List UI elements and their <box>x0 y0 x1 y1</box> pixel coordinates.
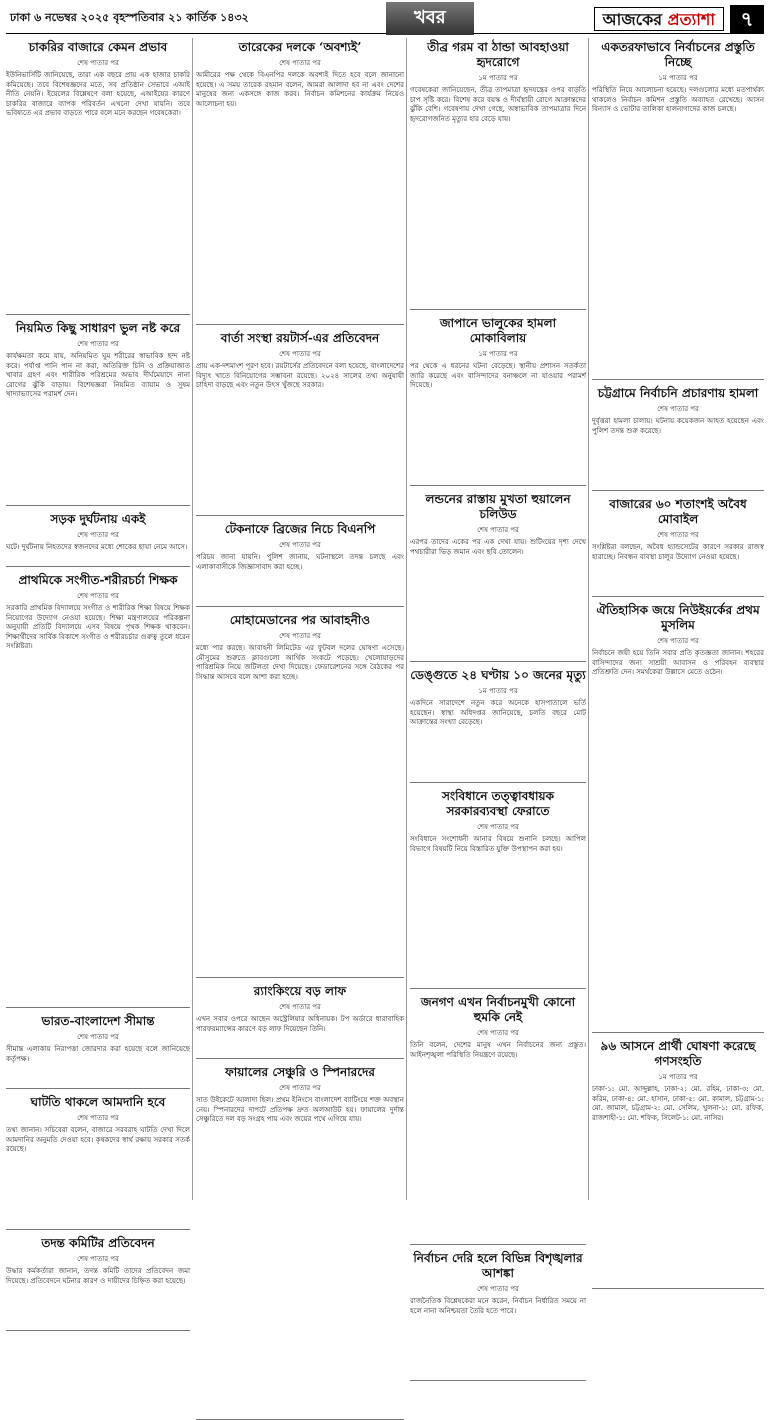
column-4 <box>592 38 764 1200</box>
article-body: এখন সবার ওপরে আছেন অস্ট্রেলিয়ার অধিনায়ক। টপ অর্ডারে ধারাবাহিক পারফরম্যান্সের কারণে বড় লাফ দিয়েছেন তিনি। <box>196 1015 404 1033</box>
article-body: ঢাকা-১: মো. আব্দুল্লাহ, ঢাকা-২: মো. রহিম, ঢাকা-৩: মো. করিম, ঢাকা-৪: মো. হাসান, ঢাকা-৫: মো. কামাল, চট্টগ্রাম-১: মো. জামাল, চট্টগ্রাম-২: মো. সেলিম, খুলনা-১: মো. রফিক, রাজশাহী-১: মো. শফিক, সিলেট-১: মো. নাসির। <box>592 1085 764 1122</box>
article-continuation: শেষ পাতার পর <box>279 350 321 358</box>
article-headline: তদন্ত কমিটির প্রতিবেদন <box>41 1236 155 1250</box>
article-continuation: ১ম পাতার পর <box>478 350 518 358</box>
column-divider <box>588 38 589 1200</box>
article-body: রাজনৈতিক বিশ্লেষকেরা মনে করেন, নির্বাচন নির্ধারিত সময়ে না হলে নানা অনিশ্চয়তা তৈরি হতে পারে। <box>410 1297 586 1315</box>
article-continuation: শেষ পাতার পর <box>279 1084 321 1092</box>
article-separator <box>6 1007 190 1008</box>
article-headline: ভারত-বাংলাদেশ সীমান্ত <box>41 1014 155 1028</box>
article-body: সীমান্ত এলাকায় নিরাপত্তা জোরদার করা হয়েছে বলে জানিয়েছে কর্তৃপক্ষ। <box>6 1045 190 1063</box>
article-separator <box>6 1330 190 1331</box>
article-headline: সংবিধানে তত্ত্বাবধায়ক সরকারব্যবস্থা ফেরাতে <box>442 789 554 818</box>
article-body: সংবিধানে সংশোধনী আনার বিষয়ে শুনানি চলছে। আপিল বিভাগে বিষয়টি নিয়ে বিস্তারিত যুক্তি উপস্থাপন করা হয়। <box>410 835 586 853</box>
article-separator <box>410 1244 586 1245</box>
article-continuation: শেষ পাতার পর <box>77 1114 119 1122</box>
article <box>6 512 190 567</box>
article-separator <box>410 661 586 662</box>
article-headline: ফায়ালের সেঞ্চুরি ও স্পিনারদের <box>224 1065 375 1079</box>
article-continuation: শেষ পাতার পর <box>279 59 321 67</box>
article-body: পর থেকে এ ধরনের ঘটনা বেড়েছে। স্থানীয় প্রশাসন সতর্কতা জারি করেছে এবং বাসিন্দাদের বনাঞ্চলে না যাওয়ার পরামর্শ দিয়েছে। <box>410 362 586 389</box>
article-headline: মোহামেডানের পর আবাহনীও <box>229 613 371 627</box>
article-body: মধ্যে পার করছে। আবাহনী লিমিটেড এর ফুটবল দলের ঘোষণা এসেছে। মৌসুমের শুরুতে ক্লাবগুলো আর্থিক সংকটে পড়েছে। খেলোয়াড়দের পারিশ্রমিক নিয়ে জটিলতা দেখা দিয়েছে। ফেডারেশনের সঙ্গে বৈঠকের পর সিদ্ধান্ত আসবে বলে আশা করা হচ্ছে। <box>196 644 404 681</box>
newspaper-logo: আজকের প্রত্যাশা <box>594 7 724 31</box>
article-body: তিনি বলেন, দেশের মানুষ এখন নির্বাচনের জন্য প্রস্তুত। আইনশৃঙ্খলা পরিস্থিতি নিয়ন্ত্রণে রয়েছে। <box>410 1041 586 1059</box>
article-separator <box>592 379 764 380</box>
column-3 <box>410 38 586 1315</box>
article-continuation: শেষ পাতার পর <box>657 531 699 539</box>
article <box>196 522 404 607</box>
article-headline: চট্টগ্রামে নির্বাচনি প্রচারণায় হামলা <box>597 386 759 400</box>
article <box>592 1039 764 1289</box>
article-separator <box>6 314 190 315</box>
article-body: নির্বাচনে জয়ী হয়ে তিনি সবার প্রতি কৃতজ্ঞতা জানান। শহরের বাসিন্দাদের জন্য সাশ্রয়ী আবাসন ও পরিবহন ব্যবস্থার প্রতিশ্রুতি দেন। সমর্থকেরা উল্লাসে মেতে ওঠেন। <box>592 649 764 676</box>
article-separator <box>196 515 404 516</box>
article-separator <box>196 1058 404 1059</box>
issue-date: ঢাকা ৬ নভেম্বর ২০২৫ বৃহস্পতিবার ২১ কার্তিক ১৪৩২ <box>10 11 249 24</box>
article-headline: জাপানে ভালুকের হামলা মোকাবিলায় <box>439 316 557 345</box>
article-separator <box>410 988 586 989</box>
article-continuation: ১ম পাতার পর <box>658 1073 698 1081</box>
article-body: কার্যক্ষমতা কমে যায়, অনিয়মিত ঘুম শরীরের স্বাভাবিক ছন্দ নষ্ট করে। পর্যাপ্ত পানি পান না করা, অতিরিক্ত চিনি ও প্রক্রিয়াজাত খাবার গ্রহণ এবং শারীরিক পরিশ্রমের অভাব দীর্ঘমেয়াদে নানা রোগের ঝুঁকি বাড়ায়। বিশেষজ্ঞরা নিয়মিত ব্যায়াম ও সুষম খাদ্যাভ্যাসের পরামর্শ দেন। <box>6 352 190 398</box>
article-body: ঘটে। দুর্ঘটনায় নিহতদের স্বজনদের মধ্যে শোকের ছায়া নেমে আসে। <box>6 543 188 551</box>
article-headline: ঘাটতি থাকলে আমদানি হবে <box>30 1095 166 1109</box>
article-continuation: শেষ পাতার পর <box>657 405 699 413</box>
article <box>6 1236 190 1331</box>
article-body: দুর্বৃত্তরা হামলা চালায়। ঘটনায় কয়েকজন আহত হয়েছেন এবং পুলিশ তদন্ত শুরু করেছে। <box>592 417 764 435</box>
article-headline: ৯৬ আসনে প্রার্থী ঘোষণা করেছে গণসংহতি <box>600 1039 756 1068</box>
column-divider <box>192 38 193 1200</box>
column-divider <box>406 38 407 1200</box>
article-body: তথ্য জানান। সচিবেরা বলেন, বাজারে সরবরাহ ঘাটতি দেখা দিলে আমদানির অনুমতি দেওয়া হবে। কৃষকদের স্বার্থ রক্ষায় সরকার সতর্ক রয়েছে। <box>6 1126 190 1153</box>
article <box>196 984 404 1059</box>
article-headline: র‍্যাংকিংয়ে বড় লাফ <box>253 984 347 998</box>
article-continuation: শেষ পাতার পর <box>477 1029 519 1037</box>
article-body: সরকারি প্রাথমিক বিদ্যালয়ে সংগীত ও শারীরিক শিক্ষা বিষয়ে শিক্ষক নিয়োগের উদ্যোগ নেওয়া হয়েছে। শিক্ষা মন্ত্রণালয়ের পরিকল্পনা অনুযায়ী প্রতিটি বিদ্যালয়ে এসব বিষয়ে পৃথক শিক্ষক থাকবেন। শিক্ষার্থীদের সার্বিক বিকাশে সংগীত ও শরীরচর্চার গুরুত্ব তুলে ধরেন সংশ্লিষ্টরা। <box>6 604 190 650</box>
article <box>410 1251 586 1381</box>
column-2 <box>196 38 404 1200</box>
article <box>196 1065 404 1420</box>
article-body: প্রায় এক-দশমাংশ পূরণ হবে। রয়টার্সের প্রতিবেদনে বলা হয়েছে, বাংলাদেশের বিদ্যুৎ খাতে বিনিয়োগের সম্ভাবনা রয়েছে। ২০২৪ সালের তথ্য অনুযায়ী চাহিদা বাড়ছে এবং নতুন উৎস খুঁজছে সরকার। <box>196 362 404 389</box>
article-headline: প্রাথমিকে সংগীত-শরীরচর্চা শিক্ষক <box>18 573 178 587</box>
article-headline: লন্ডনের রাস্তায় মুখতা হুয়ালেন চলিউড <box>425 492 571 521</box>
article-body: উদ্ধার কর্মকর্তারা জানান, তদন্ত কমিটি তাদের প্রতিবেদন জমা দিয়েছে। প্রতিবেদনে ঘটনার কারণ ও দায়ীদের চিহ্নিত করা হয়েছে। <box>6 1267 190 1285</box>
article-continuation: শেষ পাতার পর <box>77 1033 119 1041</box>
article-body: পরিস্থিতি নিয়ে আলোচনা হয়েছে। দলগুলোর মধ্যে মতপার্থক্য থাকলেও নির্বাচন কমিশন প্রস্তুতি অব্যাহত রেখেছে। আসন বিন্যাস ও ভোটার তালিকা হালনাগাদের কাজ চলছে। <box>592 86 764 113</box>
article-body: আমীরের পক্ষ থেকে বিএনপির দলকে অবশ্যই দিতে হবে বলে জানানো হয়েছে। এ সময় তারেক রহমান বলেন, আমরা আলাদা হব না এবং দেশের মানুষের জন্য একসঙ্গে কাজ করব। নির্বাচন কমিশনের কার্যক্রম নিয়েও আলোচনা হয়। <box>196 71 404 108</box>
article-separator <box>6 1088 190 1089</box>
article-body: সাত উইকেটে আলাদা ছিল। প্রথম ইনিংসে বাংলাদেশ ব্যাটিংয়ে শক্ত অবস্থান নেয়। স্পিনারদের দাপটে প্রতিপক্ষ দ্রুত অলআউট হয়। ফায়ালের দুর্দান্ত সেঞ্চুরিতে দল বড় সংগ্রহ পায় এবং জয়ের পথে এগিয়ে যায়। <box>196 1096 404 1123</box>
article <box>6 1095 190 1230</box>
article-continuation: শেষ পাতার পর <box>77 592 119 600</box>
article <box>410 316 586 486</box>
article-separator <box>6 1229 190 1230</box>
article-continuation: ১ম পাতার পর <box>658 74 698 82</box>
article-separator <box>592 490 764 491</box>
article <box>592 603 764 1033</box>
article-continuation: শেষ পাতার পর <box>77 531 119 539</box>
article <box>592 497 764 597</box>
article-continuation: শেষ পাতার পর <box>477 526 519 534</box>
article-separator <box>410 782 586 783</box>
article <box>6 40 190 315</box>
article <box>410 789 586 989</box>
article-continuation: শেষ পাতার পর <box>77 340 119 348</box>
article-continuation: শেষ পাতার পর <box>477 1285 519 1293</box>
article <box>196 331 404 516</box>
article-headline: বার্তা সংস্থা রয়টার্স-এর প্রতিবেদন <box>220 331 380 345</box>
article-body: এরপর তাদের একের পর এক দেখা যায়। শুটিংয়ের দৃশ্য দেখে পথচারীরা ভিড় জমান এবং ছবি তোলেন। <box>410 538 586 556</box>
article-continuation: ১ম পাতার পর <box>478 74 518 82</box>
article-separator <box>592 1288 764 1289</box>
article-separator <box>6 505 190 506</box>
article-headline: নিয়মিত কিছু সাধারণ ভুল নষ্ট করে <box>15 321 181 335</box>
article <box>410 995 586 1245</box>
article-body: গবেষকেরা জানিয়েছেন, তীব্র তাপমাত্রা হৃদযন্ত্রের ওপর বাড়তি চাপ সৃষ্টি করে। বিশেষ করে বয়স্ক ও দীর্ঘস্থায়ী রোগে আক্রান্তদের ঝুঁকি বেশি। গবেষণায় দেখা গেছে, অস্বাভাবিক তাপমাত্রার দিনে হৃদরোগজনিত মৃত্যুর হার বেড়ে যায়। <box>410 86 586 123</box>
article-body: পরিচয় জানা যায়নি। পুলিশ জানায়, ঘটনাস্থলে তদন্ত চলছে এবং এলাকাবাসীকে জিজ্ঞাসাবাদ করা হচ্ছে। <box>196 553 404 571</box>
article-headline: তারেকের দলকে ‘অবশ্যই’ <box>238 40 362 54</box>
article <box>196 40 404 325</box>
article-headline: একতরফাভাবে নির্বাচনের প্রস্তুতি নিচ্ছে <box>601 40 755 69</box>
article-separator <box>410 309 586 310</box>
article-continuation: শেষ পাতার পর <box>279 1003 321 1011</box>
article-separator <box>410 485 586 486</box>
article <box>196 613 404 978</box>
article-continuation: ১ম পাতার পর <box>478 687 518 695</box>
article-separator <box>592 596 764 597</box>
page-number: ৭ <box>730 5 764 33</box>
article-separator <box>592 1032 764 1033</box>
article-body: ইউনিভার্সিটি জানিয়েছে, তারা এক বছরে প্রায় এক হাজার চাকরি কমিয়েছে। তবে বিশেষজ্ঞদের মতে, সব প্রতিষ্ঠান সেভাবে এআই নীতি নেয়নি। ইয়েলের বিশ্লেষণে বলা হয়েছে, এআইয়ের কারণে চাকরির বাজারে ব্যাপক পরিবর্তন এখনো দেখা যায়নি। তবে ভবিষ্যতে এর প্রভাব বাড়তে পারে বলে মনে করছেন গবেষকেরা। <box>6 71 190 117</box>
article <box>410 668 586 783</box>
section-title: খবর <box>266 2 594 35</box>
article-headline: ডেঙ্গুতে ২৪ ঘণ্টায় ১০ জনের মৃত্যু <box>410 668 586 682</box>
article-headline: জনগণ এখন নির্বাচনমুখী কোনো হুমকি নেই <box>420 995 576 1024</box>
article <box>6 1014 190 1089</box>
article <box>592 386 764 491</box>
article-continuation: শেষ পাতার পর <box>279 632 321 640</box>
article-continuation: শেষ পাতার পর <box>477 823 519 831</box>
article-continuation: শেষ পাতার পর <box>657 637 699 645</box>
article-continuation: শেষ পাতার পর <box>279 541 321 549</box>
article-separator <box>6 566 190 567</box>
article-headline: সড়ক দুর্ঘটনায় একই <box>50 512 146 526</box>
article-separator <box>196 606 404 607</box>
article <box>592 40 764 380</box>
article-continuation: শেষ পাতার পর <box>77 59 119 67</box>
column-1 <box>6 38 190 1285</box>
article-headline: নির্বাচন দেরি হলে বিভিন্ন বিশৃঙ্খলার আশঙ্কা <box>413 1251 583 1280</box>
article-separator <box>196 324 404 325</box>
article-headline: টেকনাফে ব্রিজের নিচে বিএনপি <box>224 522 376 536</box>
article-headline: চাকরির বাজারে কেমন প্রভাব <box>28 40 168 54</box>
article-separator <box>196 977 404 978</box>
article-separator <box>410 1380 586 1381</box>
article <box>410 40 586 310</box>
article-headline: ঐতিহাসিক জয়ে নিউইয়র্কের প্রথম মুসলিম <box>596 603 760 632</box>
article-body: সংশ্লিষ্টরা বলছেন, অবৈধ হ্যান্ডসেটের কারণে সরকার রাজস্ব হারাচ্ছে। নিবন্ধন ব্যবস্থা চালুর উদ্যোগ নেওয়া হয়েছে। <box>592 543 764 561</box>
article <box>410 492 586 662</box>
article-continuation: শেষ পাতার পর <box>77 1255 119 1263</box>
article <box>6 573 190 1008</box>
article <box>6 321 190 506</box>
masthead <box>6 4 764 34</box>
article-headline: বাজারের ৬০ শতাংশই অবৈধ মোবাইল <box>609 497 747 526</box>
article-body: একদিনে সারাদেশে নতুন করে অনেকে হাসপাতালে ভর্তি হয়েছেন। স্বাস্থ্য অধিদপ্তর জানিয়েছে, চলতি বছরে মোট আক্রান্তের সংখ্যা বেড়েছে। <box>410 699 586 726</box>
article-headline: তীব্র গরম বা ঠান্ডা আবহাওয়া হৃদরোগে <box>427 40 569 69</box>
